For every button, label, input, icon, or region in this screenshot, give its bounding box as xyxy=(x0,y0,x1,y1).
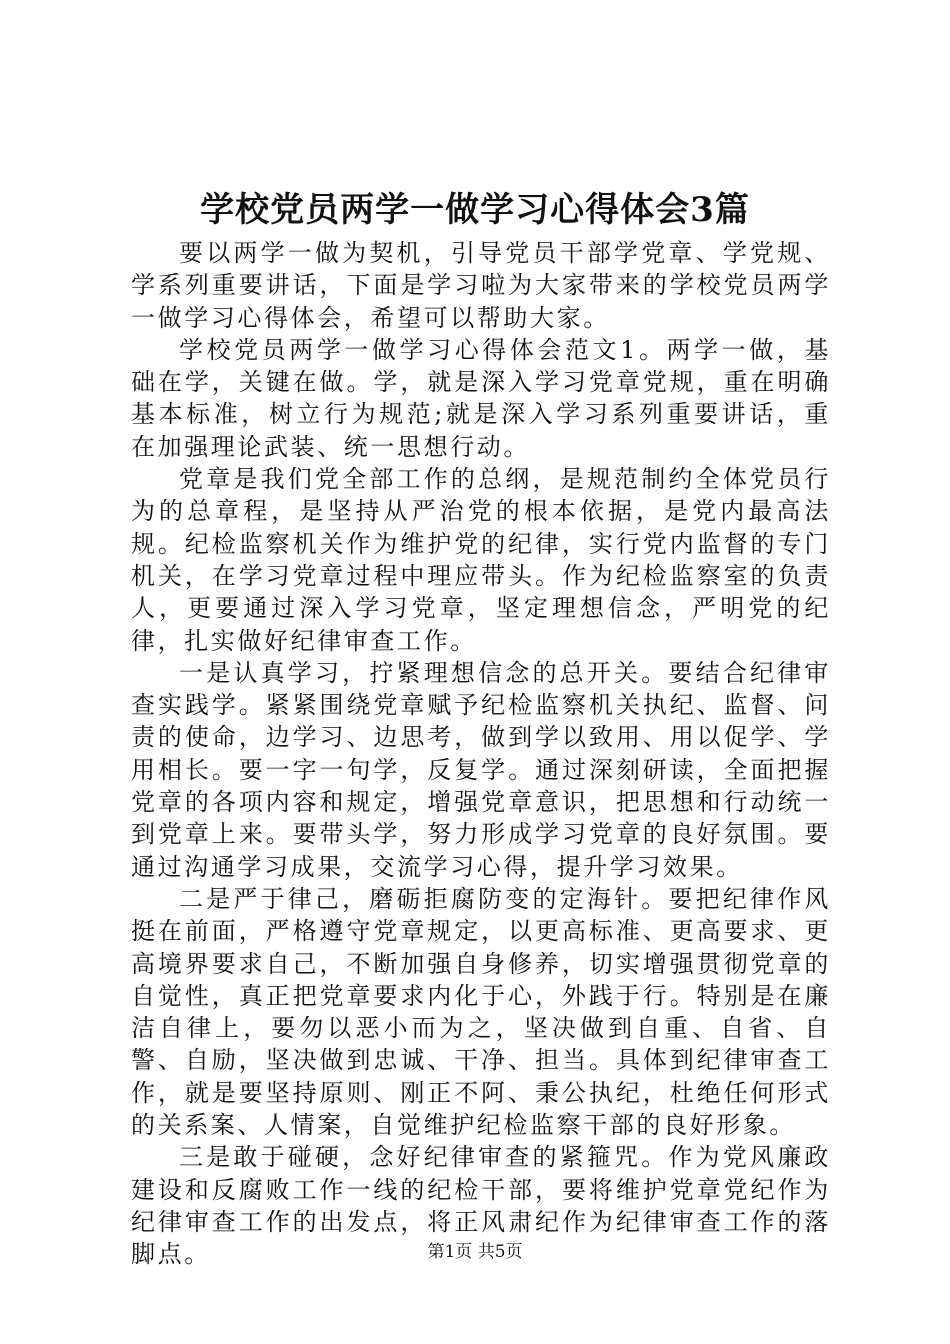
paragraph-2: 党章是我们党全部工作的总纲，是规范制约全体党员行为的总章程，是坚持从严治党的根本依据，是党内最高法规。纪检监察机关作为维护党的纪律，实行党内监督的专门机关，在学习党章过程中理应带头。作为纪检监察室的负责人，更要通过深入学习党章，坚定理想信念，严明党的纪律，扎实做好纪律审查工作。 xyxy=(131,465,831,655)
paragraph-4: 二是严于律己，磨砺拒腐防变的定海针。要把纪律作风挺在前面，严格遵守党章规定，以更高标准、更高要求、更高境界要求自己，不断加强自身修养，切实增强贯彻党章的自觉性，真正把党章要求内化于心，外践于行。特别是在廉洁自律上，要勿以恶小而为之，坚决做到自重、自省、自警、自励，坚决做到忠诚、干净、担当。具体到纪律审查工作，就是要坚持原则、刚正不阿、秉公执纪，杜绝任何形式的关系案、人情案，自觉维护纪检监察干部的良好形象。 xyxy=(131,884,831,1140)
paragraph-3: 一是认真学习，拧紧理想信念的总开关。要结合纪律审查实践学。紧紧围绕党章赋予纪检监察机关执纪、监督、问责的使命，边学习、边思考，做到学以致用、用以促学、学用相长。要一字一句学，反复学。通过深刻研读，全面把握党章的各项内容和规定，增强党章意识，把思想和行动统一到党章上来。要带头学，努力形成学习党章的良好氛围。要通过沟通学习成果，交流学习心得，提升学习效果。 xyxy=(131,658,831,881)
paragraph-5: 三是敢于碰硬，念好纪律审查的紧箍咒。作为党风廉政建设和反腐败工作一线的纪检干部，要将维护党章党纪作为纪律审查工作的出发点，将正风肃纪作为纪律审查工作的落脚点。 xyxy=(131,1143,831,1269)
document-body xyxy=(131,237,831,1271)
paragraph-1: 学校党员两学一做学习心得体会范文1。两学一做，基础在学，关键在做。学，就是深入学习党章党规，重在明确基本标准，树立行为规范;就是深入学习系列重要讲话，重在加强理论武装、统一思想行动。 xyxy=(131,335,831,461)
paragraph-intro: 要以两学一做为契机，引导党员干部学党章、学党规、学系列重要讲话，下面是学习啦为大家带来的学校党员两学一做学习心得体会，希望可以帮助大家。 xyxy=(131,239,831,332)
document-title: 学校党员两学一做学习心得体会3篇 xyxy=(200,190,750,230)
page-number-footer: 第1页 共5页 xyxy=(427,1242,523,1262)
